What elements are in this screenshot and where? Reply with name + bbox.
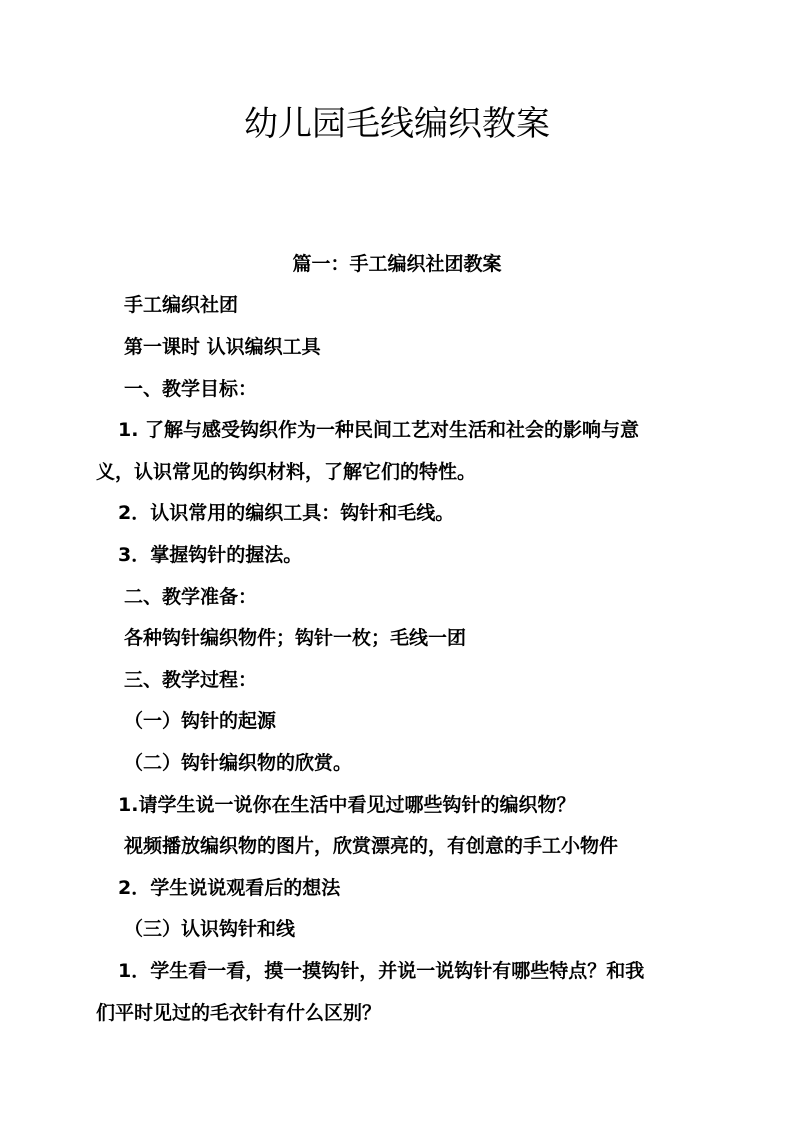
heading-preparation: 二、教学准备： (124, 586, 258, 608)
document-title: 幼儿园毛线编织教案 (244, 104, 550, 144)
preparation-items: 各种钩针编织物件；钩针一枚；毛线一团 (124, 627, 467, 649)
process-step-2-item-2: 2．学生说说观看后的想法 (118, 877, 341, 899)
heading-process: 三、教学过程： (124, 669, 258, 691)
heading-objectives: 一、教学目标： (124, 378, 258, 400)
objective-3: 3．掌握钩针的握法。 (118, 544, 303, 566)
process-step-3: （三）认识钩针和线 (124, 918, 296, 940)
objective-1-line-2: 义，认识常见的钩织材料，了解它们的特性。 (96, 461, 477, 483)
process-step-2-note: 视频播放编织物的图片，欣赏漂亮的，有创意的手工小物件 (124, 835, 619, 857)
process-step-2: （二）钩针编织物的欣赏。 (124, 752, 353, 774)
club-name-line: 手工编织社团 (124, 294, 239, 316)
process-step-3-item-1-line-1: 1．学生看一看，摸一摸钩针，并说一说钩针有哪些特点？和我 (118, 960, 645, 982)
process-step-3-item-1-line-2: 们平时见过的毛衣针有什么区别？ (96, 1002, 382, 1024)
objective-2: 2．认识常用的编织工具：钩针和毛线。 (118, 502, 455, 524)
section-title: 篇一：手工编织社团教案 (292, 253, 502, 275)
process-step-1: （一）钩针的起源 (124, 710, 277, 732)
lesson-heading: 第一课时 认识编织工具 (124, 336, 321, 358)
process-step-2-item-1: 1.请学生说一说你在生活中看见过哪些钩针的编织物？ (118, 794, 576, 816)
objective-1-line-1: 1. 了解与感受钩织作为一种民间工艺对生活和社会的影响与意 (118, 419, 640, 441)
